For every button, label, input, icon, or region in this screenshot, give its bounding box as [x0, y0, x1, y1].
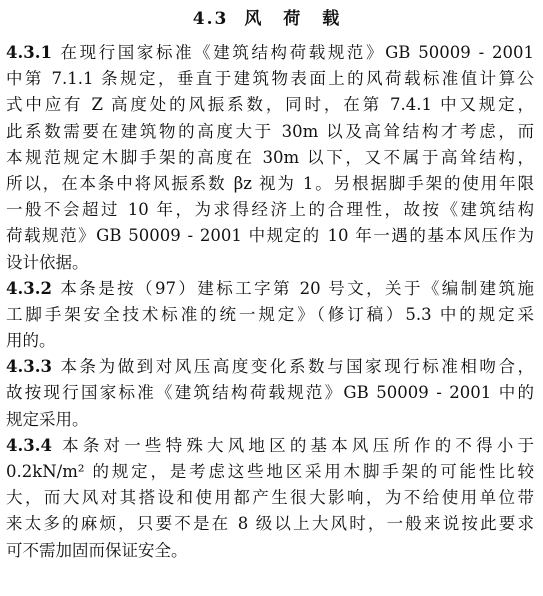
paragraph-line: 所以，在本条中将风振系数 βz 视为 1。另根据脚手架的使用年限 [6, 173, 534, 193]
paragraph-line: 本规范规定木脚手架的高度在 30m 以下，又不属于高耸结构， [6, 147, 534, 167]
clause-number: 4.3.4 [6, 435, 52, 455]
section-title: 风 荷 载 [244, 9, 348, 29]
paragraph-line [6, 276, 534, 302]
paragraph-line: 0.2kN/m² 的规定，是考虑这些地区采用木脚手架的可能性比较 [6, 462, 534, 481]
paragraph-line: 规定采用。 [6, 409, 89, 429]
paragraph-line: 荷载规范》GB 50009 - 2001 中规定的 10 年一遇的基本风压作为 [6, 226, 534, 246]
paragraph-line: 式中应有 Z 高度处的风振系数，同时，在第 7.4.1 中又规定， [6, 95, 534, 115]
paragraph-line: 来太多的麻烦，只要不是在 8 级以上大风时，一般来说按此要求 [6, 514, 534, 534]
paragraph-line: 故按现行国家标准《建筑结构荷载规范》GB 50009 - 2001 中的 [6, 383, 534, 403]
clause-4-3-4 [6, 433, 534, 564]
clause-number: 4.3.2 [6, 278, 52, 298]
paragraph-line: 用的。 [6, 331, 56, 351]
clause-4-3-1 [6, 40, 534, 276]
paragraph-line: 大，而大风对其搭设和使用都产生很大影响，为不给使用单位带 [6, 488, 534, 508]
clause-number: 4.3.3 [6, 357, 52, 377]
paragraph-line: 中第 7.1.1 条规定，垂直于建筑物表面上的风荷载标准值计算公 [6, 69, 534, 89]
section-heading [6, 4, 534, 34]
paragraph-line: 设计依据。 [6, 252, 89, 272]
paragraph-line [6, 433, 534, 459]
clause-4-3-2 [6, 276, 534, 355]
section-number: 4.3 [192, 9, 229, 29]
paragraph-text: 本条对一些特殊大风地区的基本风压所作的不得小于 [57, 435, 534, 455]
paragraph-text: 本条是按（97）建标工字第 20 号文，关于《编制建筑施 [57, 278, 534, 298]
paragraph-text: 在现行国家标准《建筑结构荷载规范》GB 50009 - 2001 [57, 43, 534, 62]
paragraph-line [6, 40, 534, 66]
paragraph-line: 一般不会超过 10 年，为求得经济上的合理性，故按《建筑结构 [6, 200, 534, 220]
paragraph-line: 工脚手架安全技术标准的统一规定》（修订稿）5.3 中的规定采 [6, 304, 534, 324]
paragraph-line: 可不需加固而保证安全。 [6, 540, 188, 560]
clause-4-3-3 [6, 354, 534, 433]
paragraph-line [6, 354, 534, 380]
paragraph-text: 本条为做到对风压高度变化系数与国家现行标准相吻合， [57, 357, 534, 377]
paragraph-line: 此系数需要在建筑物的高度大于 30m 以及高耸结构才考虑，而 [6, 121, 534, 141]
clause-number: 4.3.1 [6, 43, 52, 62]
